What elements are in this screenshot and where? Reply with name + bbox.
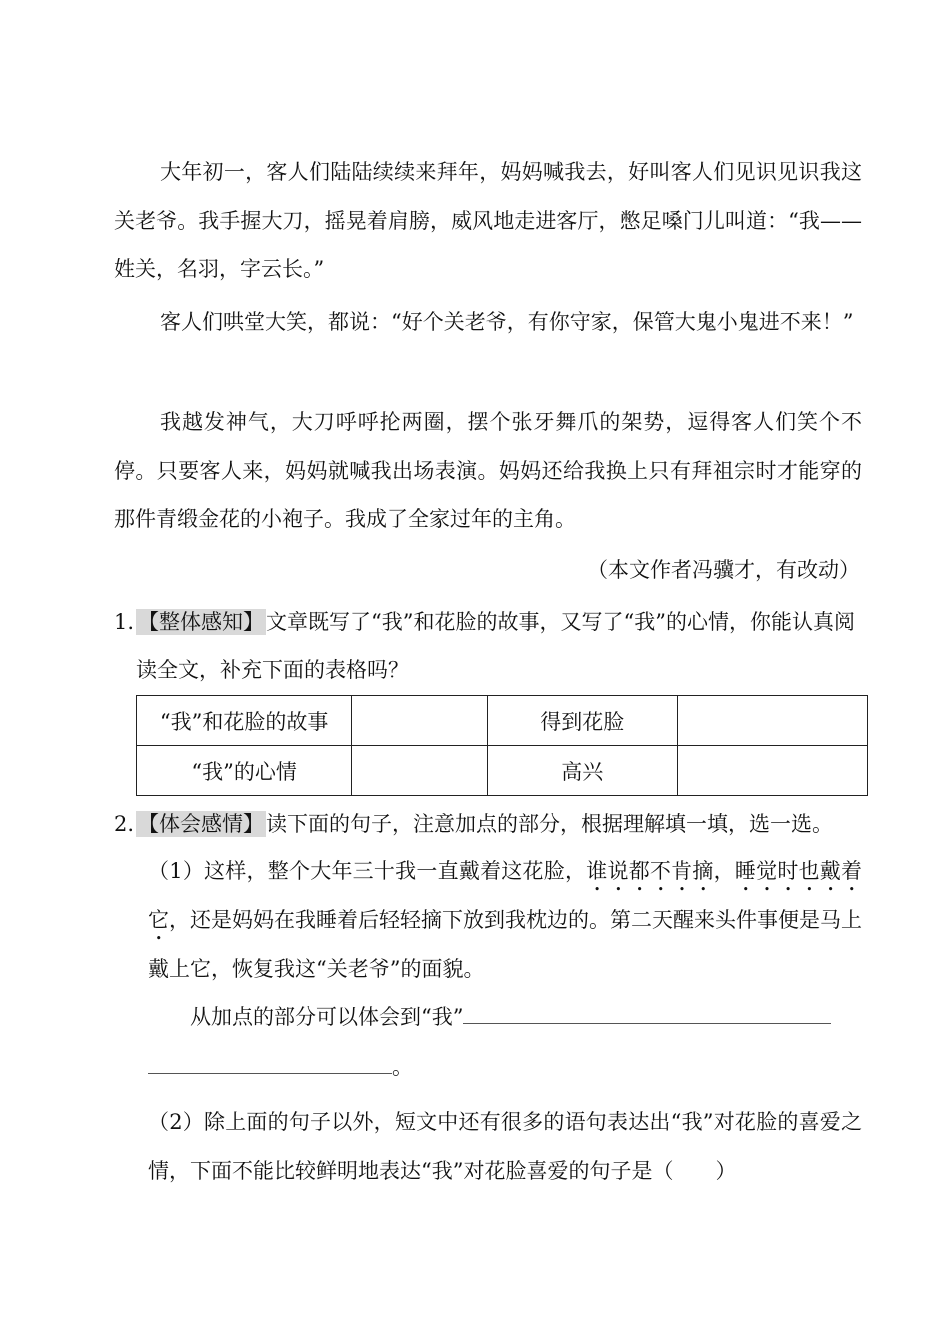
fill-end: 。	[392, 1055, 413, 1079]
subquestion-1	[148, 847, 862, 994]
question-1	[114, 598, 862, 694]
subquestion-text: ，还是妈妈在我睡着后轻轻摘下放到我枕边的。第二天醒来头件事便是马上戴上它，恢复我这“关老爷”的面貌。	[148, 908, 862, 981]
fill-prompt: 从加点的部分可以体会到“我”	[190, 1005, 464, 1029]
answer-cell[interactable]	[677, 746, 867, 796]
passage-paragraph-3: 我越发神气，大刀呼呼抡两圈，摆个张牙舞爪的架势，逗得客人们笑个不停。只要客人来，妈妈就喊我出场表演。妈妈还给我换上只有拜祖宗时才能穿的那件青缎金花的小袍子。我成了全家过年的主角。	[114, 410, 862, 531]
answer-cell[interactable]	[677, 696, 867, 746]
answer-table	[136, 695, 868, 796]
answer-cell[interactable]	[352, 696, 487, 746]
fill-line-row	[190, 993, 862, 1042]
question-text: 读下面的句子，注意加点的部分，根据理解填一填，选一选。	[266, 812, 833, 836]
question-text: 文章既写了“我”和花脸的故事，又写了“我”的心情，你能认真阅读全文，补充下面的表格吗？	[136, 610, 855, 682]
question-number: 2.	[114, 812, 135, 836]
question-2	[114, 800, 862, 848]
answer-blank[interactable]	[463, 1005, 831, 1024]
passage-paragraph-2: 客人们哄堂大笑，都说：“好个关老爷，有你守家，保管大鬼小鬼进不来！”	[160, 310, 854, 334]
table-cell: “我”和花脸的故事	[137, 696, 352, 746]
question-number: 1.	[114, 610, 135, 634]
passage-paragraph-1: 大年初一，客人们陆陆续续来拜年，妈妈喊我去，好叫客人们见识见识我这关老爷。我手握大刀，摇晃着肩膀，威风地走进客厅，憋足嗓门儿叫道：“我——姓关，名羽，字云长。”	[114, 160, 862, 281]
byline: （本文作者冯骥才，有改动）	[587, 558, 860, 582]
fill-line-row-2	[148, 1043, 862, 1092]
subquestion-text: （1）这样，整个大年三十我一直戴着这花脸，	[148, 859, 587, 883]
table-row	[137, 746, 868, 796]
dotted-text: 谁说都不肯摘，睡觉时也戴着它	[148, 859, 863, 932]
table-cell: “我”的心情	[137, 746, 352, 796]
table-row	[137, 696, 868, 746]
subquestion-2: （2）除上面的句子以外，短文中还有很多的语句表达出“我”对花脸的喜爱之情，下面不能比较鲜明地表达“我”对花脸喜爱的句子是（ ）	[148, 1110, 862, 1183]
table-cell: 高兴	[487, 746, 677, 796]
question-tag: 【体会感情】	[138, 812, 264, 836]
answer-blank[interactable]	[148, 1055, 392, 1074]
answer-cell[interactable]	[352, 746, 487, 796]
table-cell: 得到花脸	[487, 696, 677, 746]
question-tag: 【整体感知】	[138, 610, 264, 634]
